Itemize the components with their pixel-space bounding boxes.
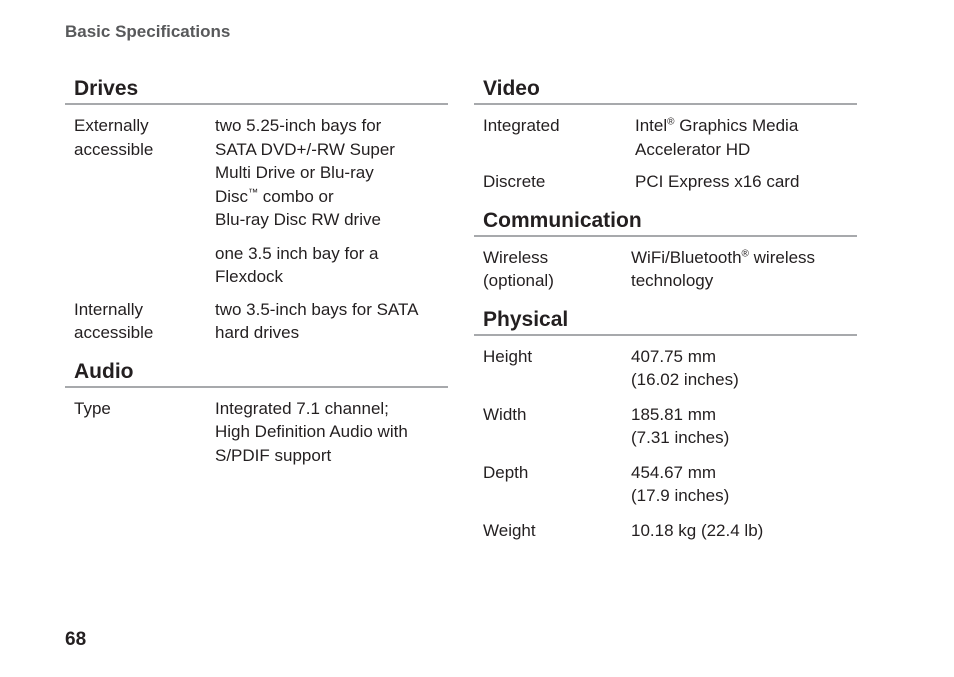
- value-line: Blu-ray Disc RW drive: [215, 210, 381, 229]
- section-video: [474, 76, 857, 194]
- spec-values: [635, 170, 857, 194]
- spec-values: [631, 519, 857, 543]
- right-column: [474, 76, 857, 556]
- label-line: Depth: [483, 462, 529, 482]
- spec-rows: [474, 237, 857, 293]
- section-title-physical: Physical: [474, 307, 857, 336]
- spec-rows: [474, 336, 857, 543]
- spec-value: [635, 114, 857, 161]
- spec-value: [215, 298, 448, 345]
- value-line: technology: [631, 271, 714, 290]
- label-line: Discrete: [483, 172, 546, 191]
- value-line: Multi Drive or Blu-ray: [215, 163, 374, 182]
- spec-label: [474, 403, 631, 450]
- spec-row-externally-accessible: [65, 114, 448, 289]
- spec-row-height: [474, 345, 857, 392]
- value-line: hard drives: [215, 323, 300, 342]
- value-line: (7.31 inches): [631, 428, 730, 447]
- spec-rows: [65, 388, 448, 468]
- spec-row-integrated: [474, 114, 857, 161]
- spec-values: [631, 461, 857, 508]
- label-line: Height: [483, 346, 533, 366]
- label-line: Internally: [74, 299, 143, 319]
- label-line: Wireless: [483, 247, 549, 267]
- value-line: 185.81 mm: [631, 404, 717, 424]
- value-line: 454.67 mm: [631, 462, 717, 482]
- value-line: Intel® Graphics Media: [635, 116, 799, 135]
- value-line: Flexdock: [215, 267, 284, 286]
- spec-values: [635, 114, 857, 161]
- spec-value: [215, 397, 448, 468]
- spec-label: [474, 246, 631, 293]
- spec-label: [65, 298, 215, 345]
- section-title-audio: Audio: [65, 359, 448, 388]
- value-line: 407.75 mm: [631, 346, 717, 366]
- value-line: S/PDIF support: [215, 445, 332, 465]
- spec-label: [65, 114, 215, 289]
- spec-row-wireless: [474, 246, 857, 293]
- spec-row-discrete: [474, 170, 857, 194]
- spec-label: [474, 519, 631, 543]
- label-line: Weight: [483, 520, 536, 540]
- section-communication: [474, 208, 857, 293]
- spec-label: [474, 461, 631, 508]
- spec-label: [474, 114, 635, 161]
- spec-row-width: [474, 403, 857, 450]
- spec-value: [631, 403, 857, 450]
- label-line: Integrated: [483, 116, 560, 135]
- value-line: PCI Express x16 card: [635, 172, 800, 191]
- value-line: two 5.25-inch bays for: [215, 116, 382, 135]
- spec-row-internally-accessible: [65, 298, 448, 345]
- spec-values: [215, 114, 448, 289]
- label-line: Type: [74, 398, 111, 418]
- page-number: 68: [65, 629, 87, 650]
- left-column: [65, 76, 448, 481]
- spec-row-depth: [474, 461, 857, 508]
- spec-row-type: [65, 397, 448, 468]
- value-line: one 3.5 inch bay for a: [215, 243, 379, 263]
- spec-value: [635, 170, 857, 194]
- label-line: accessible: [74, 139, 154, 159]
- spec-rows: [474, 105, 857, 194]
- value-line: WiFi/Bluetooth® wireless: [631, 247, 816, 267]
- running-head: Basic Specifications: [65, 22, 231, 41]
- section-physical: [474, 307, 857, 543]
- spec-values: [215, 298, 448, 345]
- value-line: Disc™ combo or: [215, 186, 334, 206]
- spec-values: [631, 246, 857, 293]
- section-audio: [65, 359, 448, 468]
- value-line: Accelerator HD: [635, 139, 751, 159]
- spec-label: [65, 397, 215, 468]
- spec-value: [215, 114, 448, 232]
- value-line: High Definition Audio with: [215, 422, 408, 441]
- value-line: (17.9 inches): [631, 486, 730, 505]
- section-title-communication: Communication: [474, 208, 857, 237]
- spec-rows: [65, 105, 448, 345]
- spec-values: [215, 397, 448, 468]
- spec-values: [631, 403, 857, 450]
- value-line: (16.02 inches): [631, 370, 739, 389]
- label-line: Width: [483, 404, 527, 424]
- value-line: Integrated 7.1 channel;: [215, 398, 389, 418]
- spec-row-weight: [474, 519, 857, 543]
- spec-label: [474, 345, 631, 392]
- spec-value: [215, 242, 448, 289]
- label-line: Externally: [74, 116, 149, 135]
- section-title-video: Video: [474, 76, 857, 105]
- spec-label: [474, 170, 635, 194]
- spec-value: [631, 246, 857, 293]
- value-line: 10.18 kg (22.4 lb): [631, 520, 764, 540]
- spec-value: [631, 345, 857, 392]
- spec-values: [631, 345, 857, 392]
- section-title-drives: Drives: [65, 76, 448, 105]
- spec-value: [631, 461, 857, 508]
- label-line: accessible: [74, 323, 154, 342]
- value-line: two 3.5-inch bays for SATA: [215, 299, 419, 319]
- section-drives: [65, 76, 448, 345]
- label-line: (optional): [483, 271, 554, 290]
- value-line: SATA DVD+/-RW Super: [215, 139, 395, 159]
- spec-value: [631, 519, 857, 543]
